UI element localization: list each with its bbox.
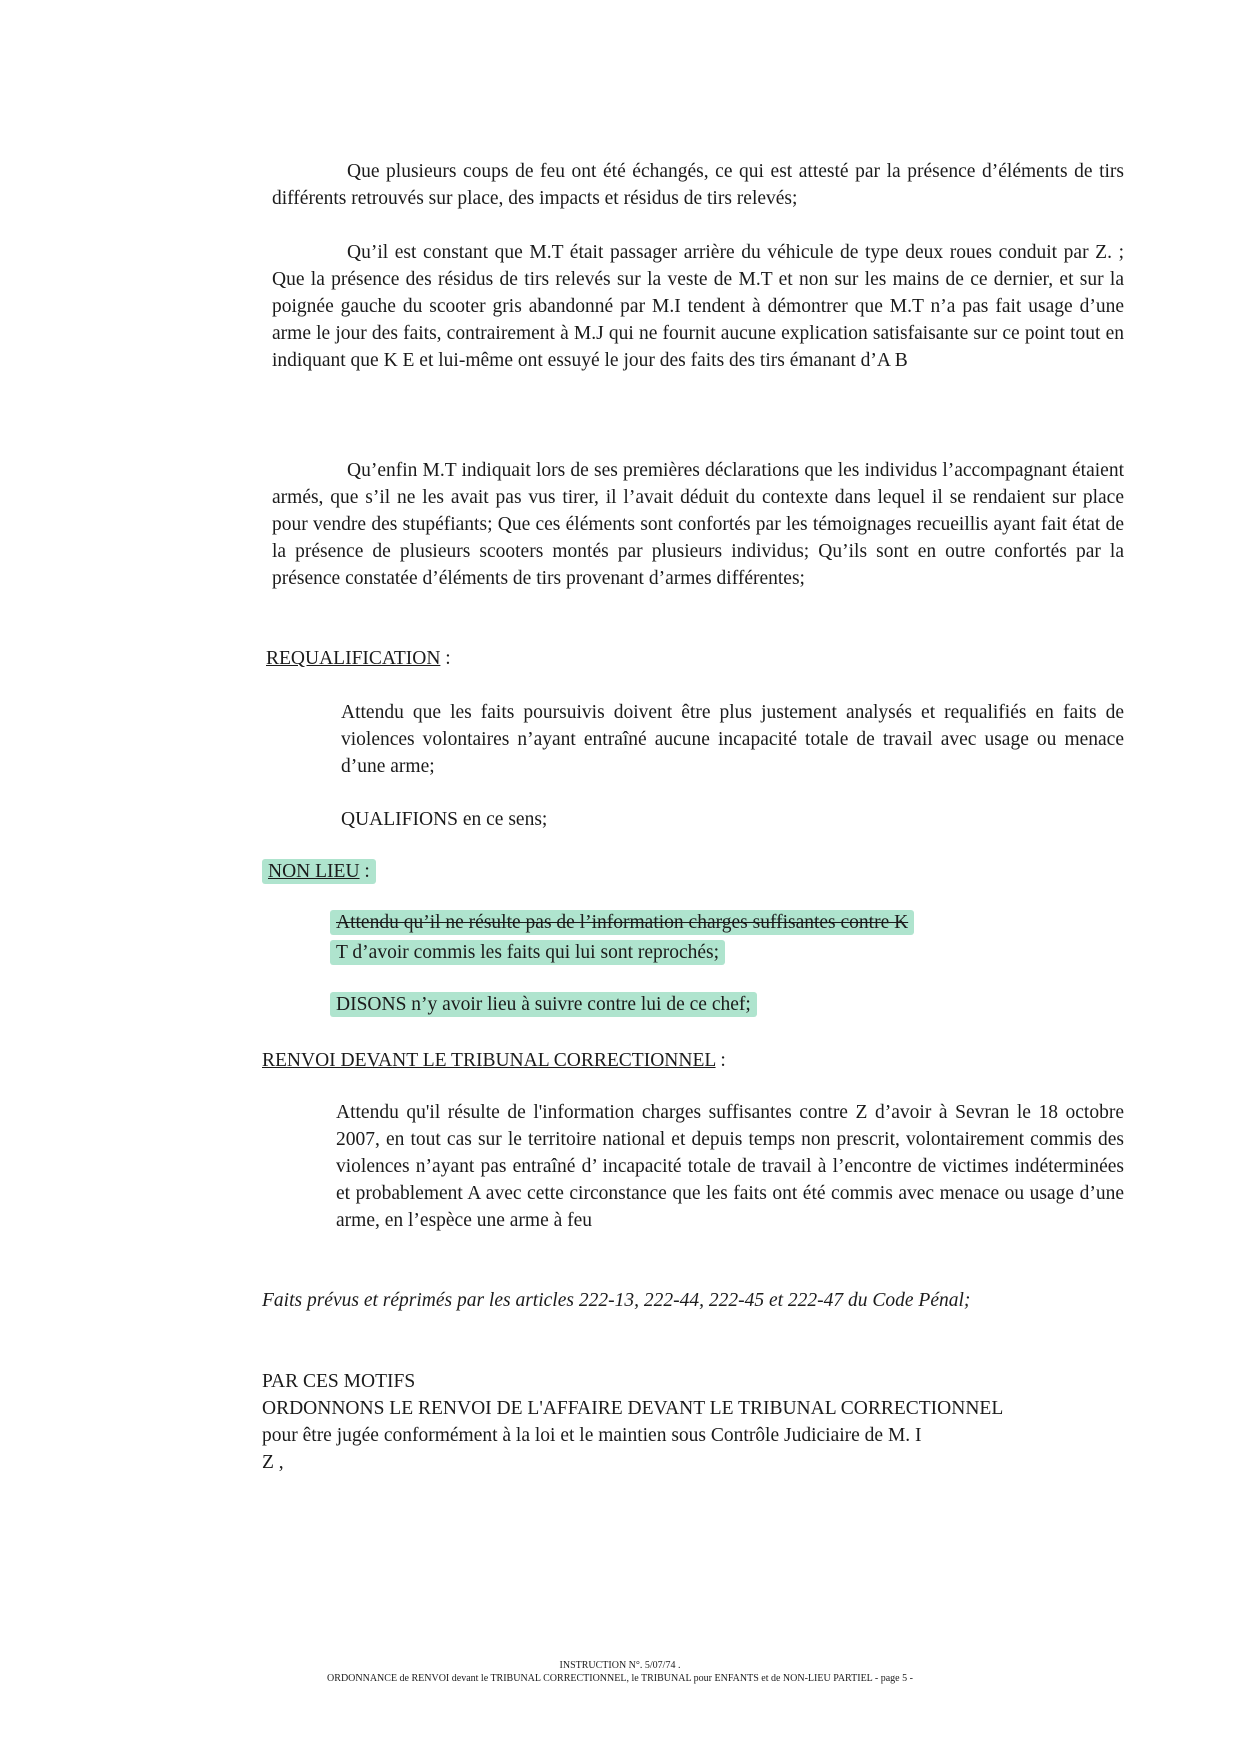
struck-text: Attendu qu’il ne résulte pas de l’information charges suffisantes contre K	[330, 910, 914, 935]
nonlieu-highlight	[262, 859, 376, 884]
renvoi-heading-suffix: :	[715, 1050, 726, 1071]
paragraph-nonlieu-attendu	[330, 908, 1070, 968]
paragraph-requalification: Attendu que les faits poursuivis doivent être plus justement analysés et requalifiés en faits de violences volontaires n’ayant entraîné aucune incapacité totale de travail avec usage ou menace d’une arme;	[341, 702, 1124, 777]
nonlieu-heading-text: NON LIEU	[268, 861, 360, 882]
footer-instruction: INSTRUCTION N°. 5/07/74 .	[559, 1660, 681, 1671]
nom-prevenu: Z ,	[262, 1452, 284, 1473]
paragraph-premieres-declarations: Qu’enfin M.T indiquait lors de ses premières déclarations que les individus l’accompagnant étaient armés, que s’il ne les avait pas vus tirer, il l’avait déduit du contexte dans lequel il se rendaient sur place pour vendre des stupéfiants; Que ces éléments sont confortés par les témoignages recueillis ayant fait état de la présence de plusieurs scooters montés par plusieurs individus; Qu’ils sont en outre confortés par la présence constatée d’éléments de tirs provenant d’armes différentes;	[272, 460, 1124, 589]
footer-ordonnance: ORDONNANCE de RENVOI devant le TRIBUNAL CORRECTIONNEL, le TRIBUNAL pour ENFANTS et de NON-LIEU PARTIEL - page 5 -	[327, 1673, 913, 1684]
requalification-heading-suffix: :	[440, 648, 451, 669]
paragraph-renvoi: Attendu qu'il résulte de l'information charges suffisantes contre Z d’avoir à Sevran le 18 octobre 2007, en tout cas sur le territoire national et depuis temps non prescrit, volontairement commis des violences n’ayant pas entraîné d’ incapacité totale de travail à l’encontre de victimes indéterminées et probablement A avec cette circonstance que les faits ont été commis avec menace ou usage d’une arme, en l’espèce une arme à feu	[336, 1102, 1124, 1231]
ordonnons-renvoi: ORDONNONS LE RENVOI DE L'AFFAIRE DEVANT LE TRIBUNAL CORRECTIONNEL	[262, 1398, 1004, 1419]
par-ces-motifs: PAR CES MOTIFS	[262, 1371, 416, 1392]
paragraph-qualifions: QUALIFIONS en ce sens;	[341, 809, 548, 830]
highlighted-text: T d’avoir commis les faits qui lui sont reprochés;	[330, 940, 725, 965]
paragraph-disons	[330, 990, 757, 1020]
page-footer	[0, 1659, 1240, 1685]
nonlieu-heading-suffix: :	[359, 861, 370, 882]
requalification-heading-text: REQUALIFICATION	[266, 648, 441, 669]
paragraph-passager-arriere: Qu’il est constant que M.T était passager arrière du véhicule de type deux roues conduit par Z. ; Que la présence des résidus de tirs relevés sur la veste de M.T et non sur les mains de ce dernier, et sur la poignée gauche du scooter gris abandonné par M.I tendent à démontrer que M.T n’a pas fait usage d’une arme le jour des faits, contrairement à M.J qui ne fournit aucune explication satisfaisante sur ce point tout en indiquant que K E et lui-même ont essuyé le jour des faits des tirs émanant d’A B	[272, 242, 1124, 371]
disons-highlight: DISONS n’y avoir lieu à suivre contre lui de ce chef;	[330, 992, 757, 1017]
dispositif	[262, 1368, 1003, 1476]
renvoi-heading-text: RENVOI DEVANT LE TRIBUNAL CORRECTIONNEL	[262, 1050, 716, 1071]
renvoi-heading	[262, 1047, 726, 1074]
paragraph-coups-de-feu: Que plusieurs coups de feu ont été échangés, ce qui est attesté par la présence d’éléments de tirs différents retrouvés sur place, des impacts et résidus de tirs relevés;	[272, 161, 1124, 209]
paragraph-articles: Faits prévus et réprimés par les articles 222-13, 222-44, 222-45 et 222-47 du Code Pénal;	[262, 1290, 971, 1311]
nonlieu-heading	[262, 858, 376, 885]
maintien-controle: pour être jugée conformément à la loi et le maintien sous Contrôle Judiciaire de M. I	[262, 1425, 922, 1446]
requalification-heading	[266, 645, 451, 672]
